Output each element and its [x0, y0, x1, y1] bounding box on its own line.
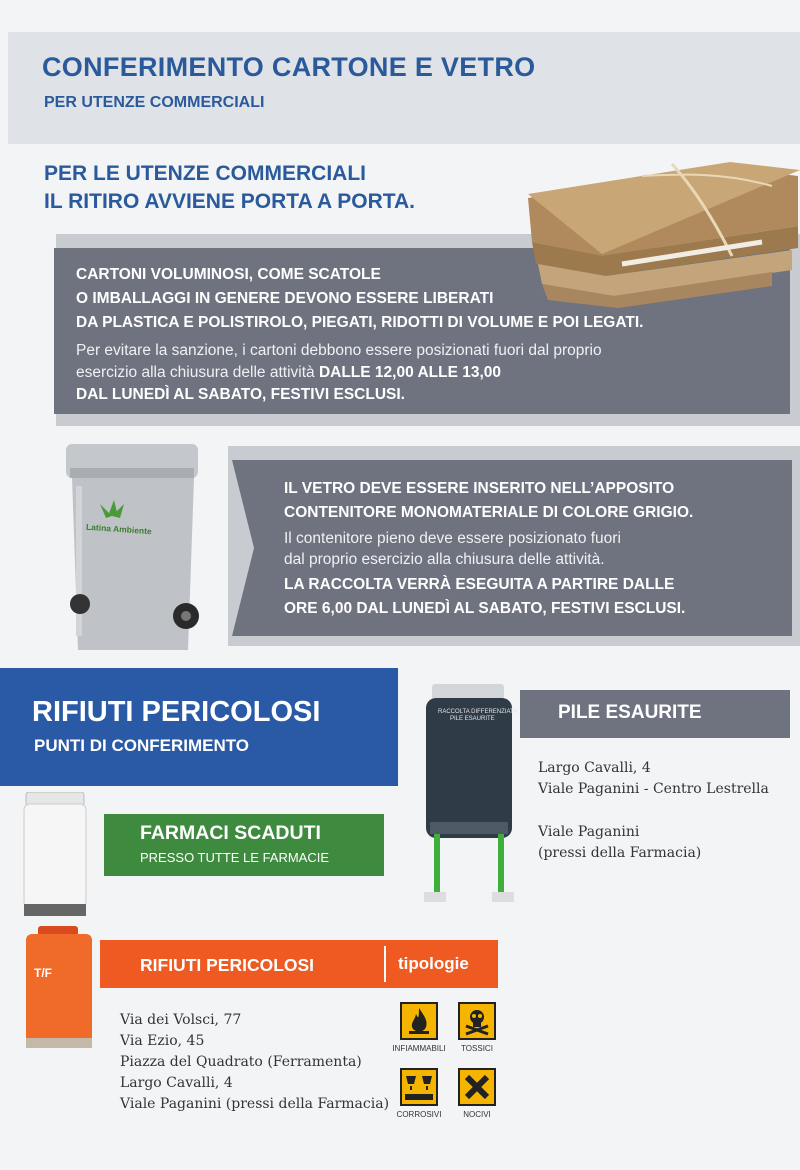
hazardous-location-1: Via dei Volsci, 77	[120, 1012, 242, 1028]
door-to-door-heading-line2: IL RITIRO AVVIENE PORTA A PORTA.	[44, 190, 416, 213]
cardboard-bold-line2: O IMBALLAGGI IN GENERE DEVONO ESSERE LIBERATI	[76, 290, 494, 307]
cardboard-normal-line1: Per evitare la sanzione, i cartoni debbono essere posizionati fuori dal proprio	[76, 342, 602, 359]
flammable-label: INFIAMMABILI	[392, 1044, 446, 1053]
pharmacy-bin-image	[20, 792, 90, 920]
hazardous-types-tag: tipologie	[398, 954, 469, 973]
hazardous-location-5: Viale Paganini (pressi della Farmacia)	[120, 1096, 390, 1112]
harmful-icon	[458, 1068, 496, 1106]
glass-panel-arrow	[232, 460, 263, 636]
hazardous-bin-label: T/F	[34, 966, 52, 980]
harmful-label: NOCIVI	[463, 1110, 491, 1119]
door-to-door-heading-line1: PER LE UTENZE COMMERCIALI	[44, 162, 367, 185]
cardboard-bold-line1: CARTONI VOLUMINOSI, COME SCATOLE	[76, 266, 381, 283]
glass-normal-line2: dal proprio esercizio alla chiusura delle attività.	[284, 551, 605, 568]
bin-logo-text: Latina Ambiente	[85, 521, 153, 537]
batteries-label: PILE ESAURITE	[558, 702, 702, 723]
banner-divider	[384, 946, 386, 982]
battery-bin-label-line2: PILE ESAURITE	[450, 716, 495, 722]
cardboard-bold-line4: DAL LUNEDÌ AL SABATO, FESTIVI ESCLUSI.	[76, 386, 405, 403]
cardboard-normal-line2-text: esercizio alla chiusura delle attività	[76, 364, 319, 381]
header-band	[8, 32, 800, 144]
hazardous-types-title: RIFIUTI PERICOLOSI	[140, 955, 315, 975]
cardboard-bold-line3: DA PLASTICA E POLISTIROLO, PIEGATI, RIDOTTI DI VOLUME E POI LEGATI.	[76, 314, 644, 331]
battery-location-2: Viale Paganini - Centro Lestrella	[538, 781, 769, 797]
hazardous-waste-title: RIFIUTI PERICOLOSI	[32, 696, 321, 728]
glass-normal-line1: Il contenitore pieno deve essere posizionato fuori	[284, 530, 621, 547]
glass-bold-line1: IL VETRO DEVE ESSERE INSERITO NELL’APPOSITO	[284, 480, 675, 497]
corrosive-label: CORROSIVI	[396, 1110, 442, 1119]
battery-location-4: (pressi della Farmacia)	[538, 845, 702, 861]
pharmacy-subtitle: PRESSO TUTTE LE FARMACIE	[140, 850, 330, 865]
toxic-icon	[458, 1002, 496, 1040]
battery-bin-label-line1: RACCOLTA DIFFERENZIATA	[438, 709, 518, 715]
glass-bin-image	[62, 438, 212, 660]
cardboard-bundle-image	[522, 146, 800, 308]
glass-bold-line2: CONTENITORE MONOMATERIALE DI COLORE GRIGIO.	[284, 504, 694, 521]
page-subtitle: PER UTENZE COMMERCIALI	[44, 94, 265, 111]
flammable-icon	[400, 1002, 438, 1040]
hazardous-location-3: Piazza del Quadrato (Ferramenta)	[120, 1054, 362, 1070]
page-title: CONFERIMENTO CARTONE E VETRO	[42, 52, 536, 82]
hazardous-waste-subtitle: PUNTI DI CONFERIMENTO	[34, 736, 250, 755]
glass-bold-line3: LA RACCOLTA VERRÀ ESEGUITA A PARTIRE DALLE	[284, 576, 675, 593]
battery-location-3: Viale Paganini	[538, 824, 640, 840]
hazardous-location-2: Via Ezio, 45	[120, 1033, 205, 1049]
hazardous-location-4: Largo Cavalli, 4	[120, 1075, 233, 1091]
cardboard-normal-line2	[76, 364, 501, 382]
corrosive-icon	[400, 1068, 438, 1106]
cardboard-hours: DALLE 12,00 ALLE 13,00	[318, 364, 502, 381]
hazardous-bin-image	[24, 926, 94, 1052]
battery-location-1: Largo Cavalli, 4	[538, 760, 651, 776]
pharmacy-title: FARMACI SCADUTI	[140, 822, 321, 844]
glass-bold-line4: ORE 6,00 DAL LUNEDÌ AL SABATO, FESTIVI ESCLUSI.	[284, 600, 686, 617]
toxic-label: TOSSICI	[461, 1044, 493, 1053]
